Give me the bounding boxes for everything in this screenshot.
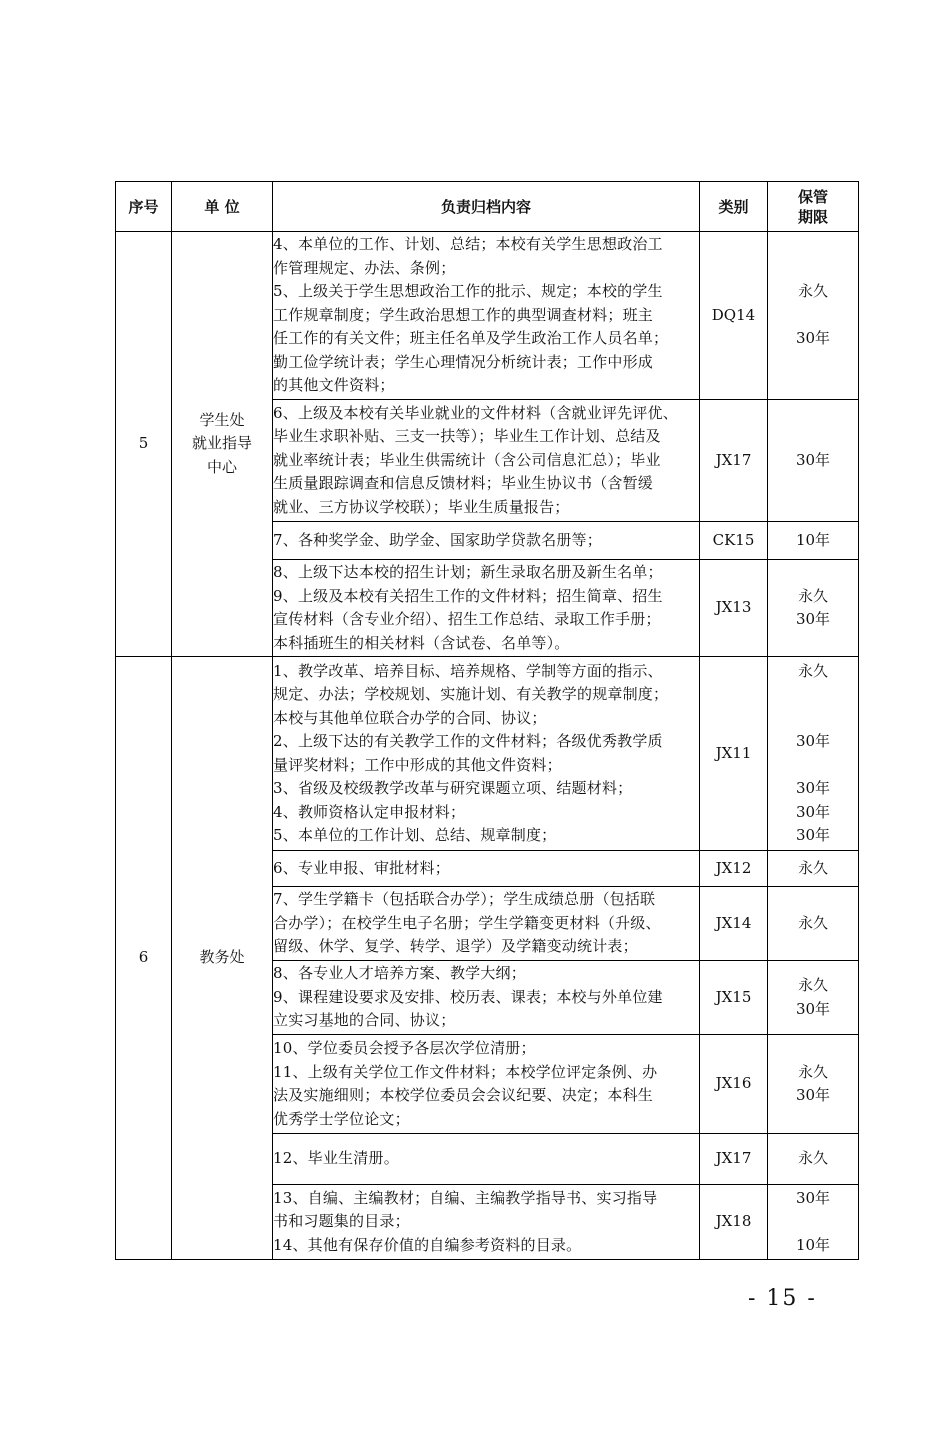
header-seq: 序号 <box>116 182 172 232</box>
seq-cell: 6 <box>116 657 172 1260</box>
period-line: 30年 <box>795 999 831 1018</box>
content-line: 9、上级及本校有关招生工作的文件材料；招生简章、招生 <box>273 586 663 605</box>
content-line: 优秀学士学位论文； <box>273 1109 410 1128</box>
unit-name-line: 就业指导 <box>191 434 252 453</box>
content-line: 12、毕业生清册。 <box>273 1149 399 1168</box>
content-line: 本校与其他单位联合办学的合同、协议； <box>273 708 547 727</box>
period-line: 永久 <box>797 976 828 994</box>
category-cell: CK15 <box>700 522 768 560</box>
content-line: 立实习基地的合同、协议； <box>273 1011 456 1030</box>
content-line: 的其他文件资料； <box>273 376 395 395</box>
content-line: 7、学生学籍卡（包括联合办学）；学生成绩总册（包括联 <box>273 890 656 909</box>
content-line: 4、本单位的工作、计划、总结；本校有关学生思想政治工 <box>273 235 663 254</box>
period-line: 永久 <box>797 661 828 680</box>
content-line: 3、省级及校级教学改革与研究课题立项、结题材料； <box>273 779 633 797</box>
header-content: 负责归档内容 <box>273 182 700 232</box>
period-line: 永久 <box>797 282 828 301</box>
content-line: 6、专业申报、审批材料； <box>273 858 450 877</box>
content-line: 就业率统计表；毕业生供需统计（含公司信息汇总）；毕业 <box>273 450 661 469</box>
period-line: 30年 <box>795 329 831 348</box>
period-line: 30年 <box>795 610 831 628</box>
period-line: 30年 <box>795 1188 831 1207</box>
archive-table <box>115 181 859 1260</box>
period-cell <box>768 1185 859 1260</box>
period-cell <box>768 1035 859 1134</box>
period-line: 永久 <box>797 1062 828 1081</box>
header-period-line2: 期限 <box>797 207 828 226</box>
category-cell: JX12 <box>700 851 768 887</box>
period-cell <box>768 232 859 400</box>
content-cell <box>273 560 700 657</box>
unit-cell <box>172 657 273 1260</box>
header-period-line1: 保管 <box>797 187 828 206</box>
content-line: 8、上级下达本校的招生计划；新生录取名册及新生名单； <box>273 563 663 581</box>
category-cell: JX18 <box>700 1185 768 1260</box>
content-line: 5、本单位的工作计划、总结、规章制度； <box>273 826 557 844</box>
content-line: 工作规章制度；学生政治思想工作的典型调查材料；班主 <box>273 305 654 324</box>
period-line <box>768 683 858 707</box>
content-line: 8、各专业人才培养方案、教学大纲； <box>273 964 526 983</box>
period-line <box>768 304 858 328</box>
content-cell <box>273 232 700 400</box>
content-line: 6、上级及本校有关毕业就业的文件材料（含就业评先评优、 <box>273 403 678 422</box>
content-line: 书和习题集的目录； <box>273 1212 410 1231</box>
content-cell <box>273 522 700 560</box>
content-line: 任工作的有关文件；班主任名单及学生政治工作人员名单； <box>273 329 669 348</box>
period-cell <box>768 560 859 657</box>
period-cell: 永久 <box>768 851 859 887</box>
header-category: 类别 <box>700 182 768 232</box>
content-line: 4、教师资格认定申报材料； <box>273 802 466 821</box>
content-cell <box>273 400 700 522</box>
period-line: 30年 <box>795 779 831 797</box>
unit-cell <box>172 232 273 657</box>
content-line: 就业、三方协议学校联）；毕业生质量报告； <box>273 497 570 516</box>
content-cell <box>273 1134 700 1185</box>
category-cell: DQ14 <box>700 232 768 400</box>
content-line: 法及实施细则；本校学位委员会会议纪要、决定；本科生 <box>273 1086 654 1104</box>
content-line: 13、自编、主编教材；自编、主编教学指导书、实习指导 <box>273 1188 658 1207</box>
content-line: 7、各种奖学金、助学金、国家助学贷款名册等； <box>273 530 602 549</box>
content-line: 2、上级下达的有关教学工作的文件材料；各级优秀教学质 <box>273 732 663 750</box>
period-line <box>768 1210 858 1234</box>
content-line: 本科插班生的相关材料（含试卷、名单等）。 <box>273 633 570 652</box>
category-cell: JX15 <box>700 961 768 1035</box>
content-cell <box>273 851 700 887</box>
content-cell <box>273 887 700 961</box>
period-cell: 永久 <box>768 1134 859 1185</box>
period-cell <box>768 657 859 851</box>
content-line: 9、课程建设要求及安排、校历表、课表；本校与外单位建 <box>273 987 663 1006</box>
content-cell <box>273 1185 700 1260</box>
content-line: 规定、办法；学校规划、实施计划、有关教学的规章制度； <box>273 685 669 703</box>
content-line: 11、上级有关学位工作文件材料；本校学位评定条例、办 <box>273 1062 658 1081</box>
category-cell: JX17 <box>700 1134 768 1185</box>
header-unit: 单 位 <box>172 182 273 232</box>
period-cell: 永久 <box>768 887 859 961</box>
category-cell: JX13 <box>700 560 768 657</box>
header-period <box>768 182 859 232</box>
period-line: 30年 <box>795 732 831 750</box>
content-cell <box>273 657 700 851</box>
content-line: 作管理规定、办法、条例； <box>273 258 456 277</box>
period-line: 30年 <box>795 826 831 844</box>
content-cell <box>273 961 700 1035</box>
period-line <box>768 754 858 778</box>
table-row <box>116 657 859 851</box>
content-line: 10、学位委员会授予各层次学位清册； <box>273 1039 536 1057</box>
category-cell: JX11 <box>700 657 768 851</box>
content-line: 生质量跟踪调查和信息反馈材料；毕业生协议书（含暂缓 <box>273 474 654 493</box>
category-cell: JX14 <box>700 887 768 961</box>
content-line: 量评奖材料；工作中形成的其他文件资料； <box>273 755 562 774</box>
period-cell: 10年 <box>768 522 859 560</box>
period-cell: 30年 <box>768 400 859 522</box>
content-line: 合办学）；在校学生电子名册；学生学籍变更材料（升级、 <box>273 913 661 932</box>
period-line <box>768 707 858 731</box>
period-line: 10年 <box>795 1235 831 1254</box>
content-cell <box>273 1035 700 1134</box>
content-line: 宣传材料（含专业介绍）、招生工作总结、录取工作手册； <box>273 610 661 628</box>
content-line: 勤工俭学统计表；学生心理情况分析统计表；工作中形成 <box>273 352 654 371</box>
category-cell: JX17 <box>700 400 768 522</box>
table-header-row <box>116 182 859 232</box>
content-line: 1、教学改革、培养目标、培养规格、学制等方面的指示、 <box>273 661 663 680</box>
content-line: 14、其他有保存价值的自编参考资料的目录。 <box>273 1235 582 1254</box>
period-cell <box>768 961 859 1035</box>
unit-name-line: 学生处 <box>199 410 245 429</box>
page-number: - 15 - <box>748 1286 817 1311</box>
content-line: 留级、休学、复学、转学、退学）及学籍变动统计表； <box>273 937 638 956</box>
unit-name-line: 教务处 <box>199 948 245 967</box>
period-line: 30年 <box>795 802 831 821</box>
period-line: 30年 <box>795 1086 831 1104</box>
period-line: 永久 <box>797 586 828 605</box>
content-line: 毕业生求职补贴、三支一扶等）；毕业生工作计划、总结及 <box>273 427 661 446</box>
category-cell: JX16 <box>700 1035 768 1134</box>
table-row <box>116 232 859 400</box>
content-line: 5、上级关于学生思想政治工作的批示、规定；本校的学生 <box>273 282 663 301</box>
seq-cell: 5 <box>116 232 172 657</box>
unit-name-line: 中心 <box>206 457 237 476</box>
